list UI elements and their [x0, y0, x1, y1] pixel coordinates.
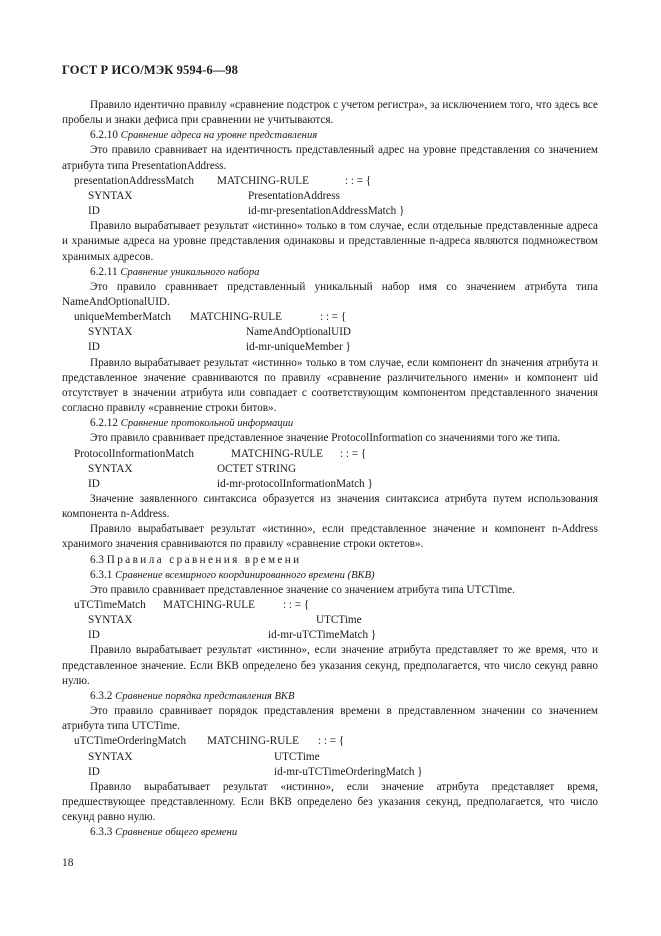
syntax-value: UTCTime: [274, 750, 320, 763]
rule-keyword: MATCHING-RULE: [163, 599, 255, 612]
code-line-id: [62, 204, 598, 219]
paragraph: Правило вырабатывает результат «истинно», если значение атрибута представляет то же время, что и представленное значение. Если ВКВ определено без указания секунд, предполагается, что число секунд равно нулю.: [62, 644, 598, 687]
section-title: Сравнение всемирного координированного времени (ВКВ): [115, 569, 375, 581]
paragraph: Это правило сравнивает представленный уникальный набор имя со значением атрибута типа NameAndOptionalUID.: [62, 280, 598, 308]
code-line-id: [62, 628, 598, 643]
section-number: 6.2.12: [90, 417, 118, 430]
id-value: id-mr-protocolInformationMatch }: [217, 477, 373, 490]
section-title: Сравнение адреса на уровне представления: [120, 130, 318, 142]
code-line-rule: [62, 174, 598, 189]
rule-assign: : : = {: [320, 311, 347, 324]
paragraph: Значение заявленного синтаксиса образуется из значения синтаксиса атрибута путем использования компонента n-Address.: [62, 492, 598, 521]
syntax-label: SYNTAX: [88, 462, 133, 475]
code-line-rule: [62, 447, 598, 462]
page-number: 18: [62, 857, 74, 869]
syntax-label: SYNTAX: [88, 614, 133, 627]
rule-keyword: MATCHING-RULE: [207, 735, 299, 748]
rule-name: uTCTimeMatch: [74, 599, 146, 612]
code-line-syntax: [62, 325, 598, 340]
id-label: ID: [88, 205, 100, 218]
code-line-syntax: [62, 613, 598, 628]
section-title: Сравнение порядка представления ВКВ: [115, 690, 295, 702]
id-label: ID: [88, 341, 100, 354]
rule-name: ProtocolInformationMatch: [74, 447, 194, 460]
paragraph: Правило идентично правилу «сравнение подстрок с учетом регистра», за исключением того, что здесь все пробелы и знаки дефиса при сравнении не учитываются.: [62, 99, 598, 127]
section-heading: [62, 416, 598, 431]
code-line-id: [62, 765, 598, 780]
rule-name: uTCTimeOrderingMatch: [74, 735, 187, 748]
section-title: Сравнение общего времени: [115, 827, 238, 839]
section-number: 6.2.10: [90, 129, 118, 142]
paragraph: Правило вырабатывает результат «истинно» только в том случае, если компонент dn значения атрибута и представленное значение сравниваются по правилу «сравнение различительного имени» и компонент uid отсутствует в значении атрибута или совпадает с соответствующим компонентом представленного значения согласно правилу «сравнение строки битов».: [62, 356, 598, 415]
rule-name: presentationAddressMatch: [74, 174, 194, 187]
paragraph: Это правило сравнивает на идентичность представленный адрес на уровне представления со значением атрибута типа PresentationAddress.: [62, 144, 598, 172]
section-heading: [62, 568, 598, 583]
syntax-value: OCTET STRING: [217, 462, 297, 475]
section-title: Сравнение протокольной информации: [120, 418, 294, 430]
code-line-id: [62, 340, 598, 355]
rule-assign: : : = {: [283, 599, 310, 612]
paragraph: Это правило сравнивает порядок представления времени в представленном значении со значением атрибута типа UTCTime.: [62, 705, 598, 733]
syntax-label: SYNTAX: [88, 189, 133, 202]
paragraph: Правило вырабатывает результат «истинно», если представленное значение и компонент n-Address хранимого значения сравниваются по правилу «сравнение строки октетов».: [62, 523, 598, 551]
id-value: id-mr-uTCTimeOrderingMatch }: [274, 765, 423, 778]
rule-name: uniqueMemberMatch: [74, 311, 171, 324]
code-line-syntax: [62, 750, 598, 765]
section-number: 6.3.3: [90, 826, 113, 839]
paragraph: Правило вырабатывает результат «истинно» только в том случае, если отдельные представленные адреса и хранимые адреса на уровне представления одинаковы и представленные n-адреса являются подмножеством хранимых адресов.: [62, 220, 598, 263]
paragraph: Это правило сравнивает представленное значение ProtocolInformation со значениями того же типа.: [90, 432, 561, 445]
section-heading: [62, 128, 598, 143]
syntax-value: PresentationAddress: [248, 189, 340, 202]
id-label: ID: [88, 765, 100, 778]
id-label: ID: [88, 629, 100, 642]
paragraph: Правило вырабатывает результат «истинно», если значение атрибута представляет время, предшествующее представленному. Если ВКВ определено без указания секунд, предполагается, что число секунд равно нулю.: [62, 780, 598, 824]
section-title: Сравнение уникального набора: [120, 266, 260, 278]
page-body: [62, 98, 598, 840]
section-number: 6.3: [90, 553, 104, 566]
section-heading: [62, 265, 598, 280]
rule-assign: : : = {: [345, 174, 372, 187]
section-number: 6.3.2: [90, 689, 113, 702]
code-line-rule: [62, 310, 598, 325]
id-value: id-mr-uniqueMember }: [246, 341, 351, 354]
code-line-syntax: [62, 462, 598, 477]
paragraph: Это правило сравнивает представленное значение со значением атрибута типа UTCTime.: [90, 583, 515, 596]
syntax-value: NameAndOptionalUID: [246, 326, 352, 339]
rule-keyword: MATCHING-RULE: [190, 311, 282, 324]
code-line-rule: [62, 734, 598, 749]
section-title: Правила сравнения времени: [106, 553, 302, 566]
syntax-label: SYNTAX: [88, 750, 133, 763]
id-value: id-mr-presentationAddressMatch }: [248, 205, 405, 218]
rule-assign: : : = {: [318, 735, 345, 748]
id-label: ID: [88, 477, 100, 490]
id-value: id-mr-uTCTimeMatch }: [268, 629, 377, 642]
document-header: ГОСТ Р ИСО/МЭК 9594-6—98: [62, 63, 238, 77]
section-number: 6.2.11: [90, 265, 118, 278]
rule-assign: : : = {: [340, 447, 367, 460]
section-number: 6.3.1: [90, 568, 113, 581]
syntax-value: UTCTime: [316, 614, 362, 627]
section-heading: [62, 689, 598, 704]
syntax-label: SYNTAX: [88, 326, 133, 339]
code-line-id: [62, 477, 598, 492]
code-line-syntax: [62, 189, 598, 204]
section-heading: [62, 825, 598, 840]
section-heading: [62, 553, 598, 568]
rule-keyword: MATCHING-RULE: [231, 447, 323, 460]
rule-keyword: MATCHING-RULE: [217, 174, 309, 187]
code-line-rule: [62, 598, 598, 613]
